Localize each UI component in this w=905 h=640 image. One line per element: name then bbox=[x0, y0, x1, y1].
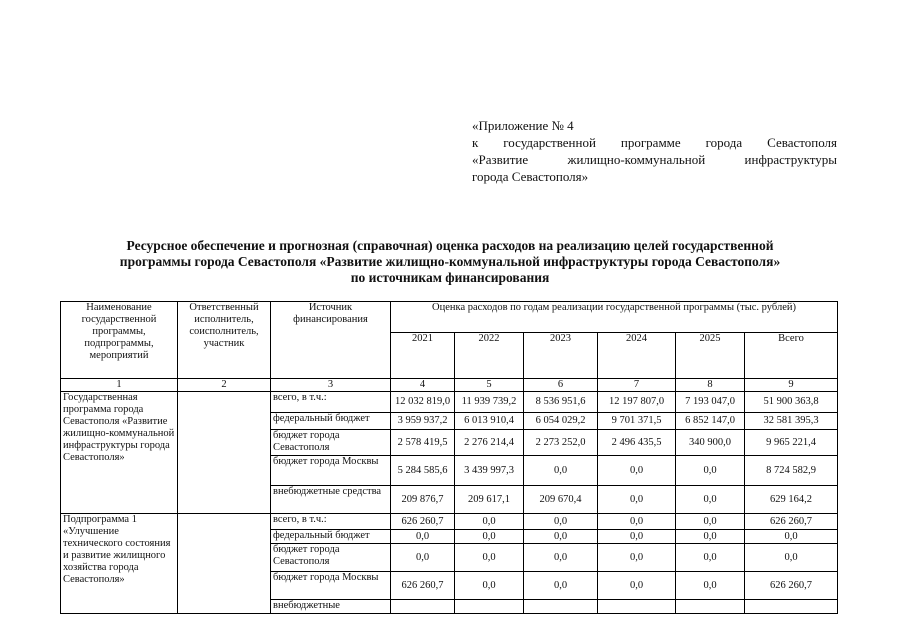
value-cell: 0,0 bbox=[524, 572, 598, 600]
value-cell: 209 876,7 bbox=[391, 486, 455, 514]
total-cell: 0,0 bbox=[745, 544, 838, 572]
value-cell: 6 013 910,4 bbox=[455, 413, 524, 430]
index-cell: 5 bbox=[455, 379, 524, 392]
header-year-2022: 2022 bbox=[455, 333, 524, 379]
value-cell: 2 273 252,0 bbox=[524, 430, 598, 456]
value-cell: 8 536 951,6 bbox=[524, 392, 598, 413]
appendix-line-2: к государственной программе города Севастополя bbox=[472, 135, 837, 150]
header-year-2025: 2025 bbox=[676, 333, 745, 379]
value-cell: 6 054 029,2 bbox=[524, 413, 598, 430]
value-cell: 2 276 214,4 bbox=[455, 430, 524, 456]
value-cell: 3 959 937,2 bbox=[391, 413, 455, 430]
title-line-3: по источникам финансирования bbox=[350, 270, 550, 285]
total-cell: 626 260,7 bbox=[745, 572, 838, 600]
total-cell: 629 164,2 bbox=[745, 486, 838, 514]
value-cell bbox=[455, 600, 524, 614]
index-cell: 2 bbox=[178, 379, 271, 392]
value-cell: 0,0 bbox=[598, 544, 676, 572]
value-cell: 0,0 bbox=[598, 514, 676, 530]
column-index-row bbox=[61, 379, 838, 392]
value-cell: 0,0 bbox=[598, 486, 676, 514]
value-cell: 0,0 bbox=[676, 486, 745, 514]
value-cell bbox=[391, 600, 455, 614]
value-cell: 7 193 047,0 bbox=[676, 392, 745, 413]
subprogram-name: Подпрограмма 1 «Улучшение технического состояния и развитие жилищного хозяйства города Севастополя» bbox=[61, 514, 178, 614]
value-cell: 0,0 bbox=[455, 514, 524, 530]
appendix-line-4: города Севастополя» bbox=[472, 169, 589, 184]
value-cell: 0,0 bbox=[524, 456, 598, 486]
value-cell: 0,0 bbox=[676, 456, 745, 486]
value-cell: 9 701 371,5 bbox=[598, 413, 676, 430]
table-row bbox=[61, 392, 838, 413]
value-cell: 3 439 997,3 bbox=[455, 456, 524, 486]
value-cell bbox=[676, 600, 745, 614]
total-cell: 9 965 221,4 bbox=[745, 430, 838, 456]
value-cell: 340 900,0 bbox=[676, 430, 745, 456]
value-cell: 0,0 bbox=[676, 514, 745, 530]
table-row bbox=[61, 514, 838, 530]
value-cell: 2 578 419,5 bbox=[391, 430, 455, 456]
value-cell: 0,0 bbox=[455, 530, 524, 544]
value-cell: 626 260,7 bbox=[391, 572, 455, 600]
header-year-2024: 2024 bbox=[598, 333, 676, 379]
index-cell: 8 bbox=[676, 379, 745, 392]
header-year-2023: 2023 bbox=[524, 333, 598, 379]
value-cell: 12 032 819,0 bbox=[391, 392, 455, 413]
index-cell: 4 bbox=[391, 379, 455, 392]
value-cell: 0,0 bbox=[455, 572, 524, 600]
header-name: Наименование государственной программы, подпрограммы, мероприятий bbox=[61, 302, 178, 379]
program-name: Государственная программа города Севастополя «Развитие жилищно-коммунальной инфраструктуры города Севастополя» bbox=[61, 392, 178, 514]
value-cell: 209 617,1 bbox=[455, 486, 524, 514]
resource-table bbox=[60, 301, 838, 614]
document-title bbox=[60, 238, 840, 286]
total-cell: 32 581 395,3 bbox=[745, 413, 838, 430]
program-executor bbox=[178, 392, 271, 514]
value-cell: 0,0 bbox=[676, 544, 745, 572]
subprogram-executor bbox=[178, 514, 271, 614]
total-cell: 626 260,7 bbox=[745, 514, 838, 530]
total-cell: 51 900 363,8 bbox=[745, 392, 838, 413]
index-cell: 1 bbox=[61, 379, 178, 392]
value-cell: 0,0 bbox=[524, 514, 598, 530]
source-cell: всего, в т.ч.: bbox=[271, 514, 391, 530]
source-cell: бюджет города Севастополя bbox=[271, 544, 391, 572]
value-cell: 0,0 bbox=[524, 544, 598, 572]
value-cell: 0,0 bbox=[391, 530, 455, 544]
value-cell: 2 496 435,5 bbox=[598, 430, 676, 456]
value-cell: 0,0 bbox=[391, 544, 455, 572]
index-cell: 7 bbox=[598, 379, 676, 392]
index-cell: 6 bbox=[524, 379, 598, 392]
value-cell bbox=[598, 600, 676, 614]
title-line-1: Ресурсное обеспечение и прогнозная (справочная) оценка расходов на реализацию целей государственной bbox=[126, 238, 774, 253]
value-cell bbox=[524, 600, 598, 614]
value-cell: 0,0 bbox=[455, 544, 524, 572]
source-cell: бюджет города Москвы bbox=[271, 456, 391, 486]
index-cell: 9 bbox=[745, 379, 838, 392]
value-cell: 626 260,7 bbox=[391, 514, 455, 530]
value-cell: 209 670,4 bbox=[524, 486, 598, 514]
total-cell bbox=[745, 600, 838, 614]
index-cell: 3 bbox=[271, 379, 391, 392]
source-cell: внебюджетные средства bbox=[271, 486, 391, 514]
total-cell: 8 724 582,9 bbox=[745, 456, 838, 486]
source-cell: всего, в т.ч.: bbox=[271, 392, 391, 413]
appendix-line-1: «Приложение № 4 bbox=[472, 118, 574, 133]
value-cell: 0,0 bbox=[676, 572, 745, 600]
value-cell: 0,0 bbox=[598, 530, 676, 544]
value-cell: 0,0 bbox=[676, 530, 745, 544]
total-cell: 0,0 bbox=[745, 530, 838, 544]
source-cell: федеральный бюджет bbox=[271, 530, 391, 544]
header-total: Всего bbox=[745, 333, 838, 379]
value-cell: 12 197 807,0 bbox=[598, 392, 676, 413]
source-cell: бюджет города Москвы bbox=[271, 572, 391, 600]
value-cell: 5 284 585,6 bbox=[391, 456, 455, 486]
source-cell: внебюджетные bbox=[271, 600, 391, 614]
value-cell: 0,0 bbox=[598, 572, 676, 600]
value-cell: 0,0 bbox=[524, 530, 598, 544]
header-year-2021: 2021 bbox=[391, 333, 455, 379]
source-cell: бюджет города Севастополя bbox=[271, 430, 391, 456]
value-cell: 11 939 739,2 bbox=[455, 392, 524, 413]
appendix-line-3: «Развитие жилищно-коммунальной инфраструктуры bbox=[472, 152, 837, 167]
header-source: Источник финансирования bbox=[271, 302, 391, 379]
title-line-2: программы города Севастополя «Развитие жилищно-коммунальной инфраструктуры города Севастополя» bbox=[119, 254, 781, 269]
value-cell: 0,0 bbox=[598, 456, 676, 486]
header-executor: Ответственный исполнитель, соисполнитель, участник bbox=[178, 302, 271, 379]
header-estimate: Оценка расходов по годам реализации государственной программы (тыс. рублей) bbox=[391, 302, 838, 333]
appendix-note bbox=[472, 117, 837, 185]
value-cell: 6 852 147,0 bbox=[676, 413, 745, 430]
source-cell: федеральный бюджет bbox=[271, 413, 391, 430]
